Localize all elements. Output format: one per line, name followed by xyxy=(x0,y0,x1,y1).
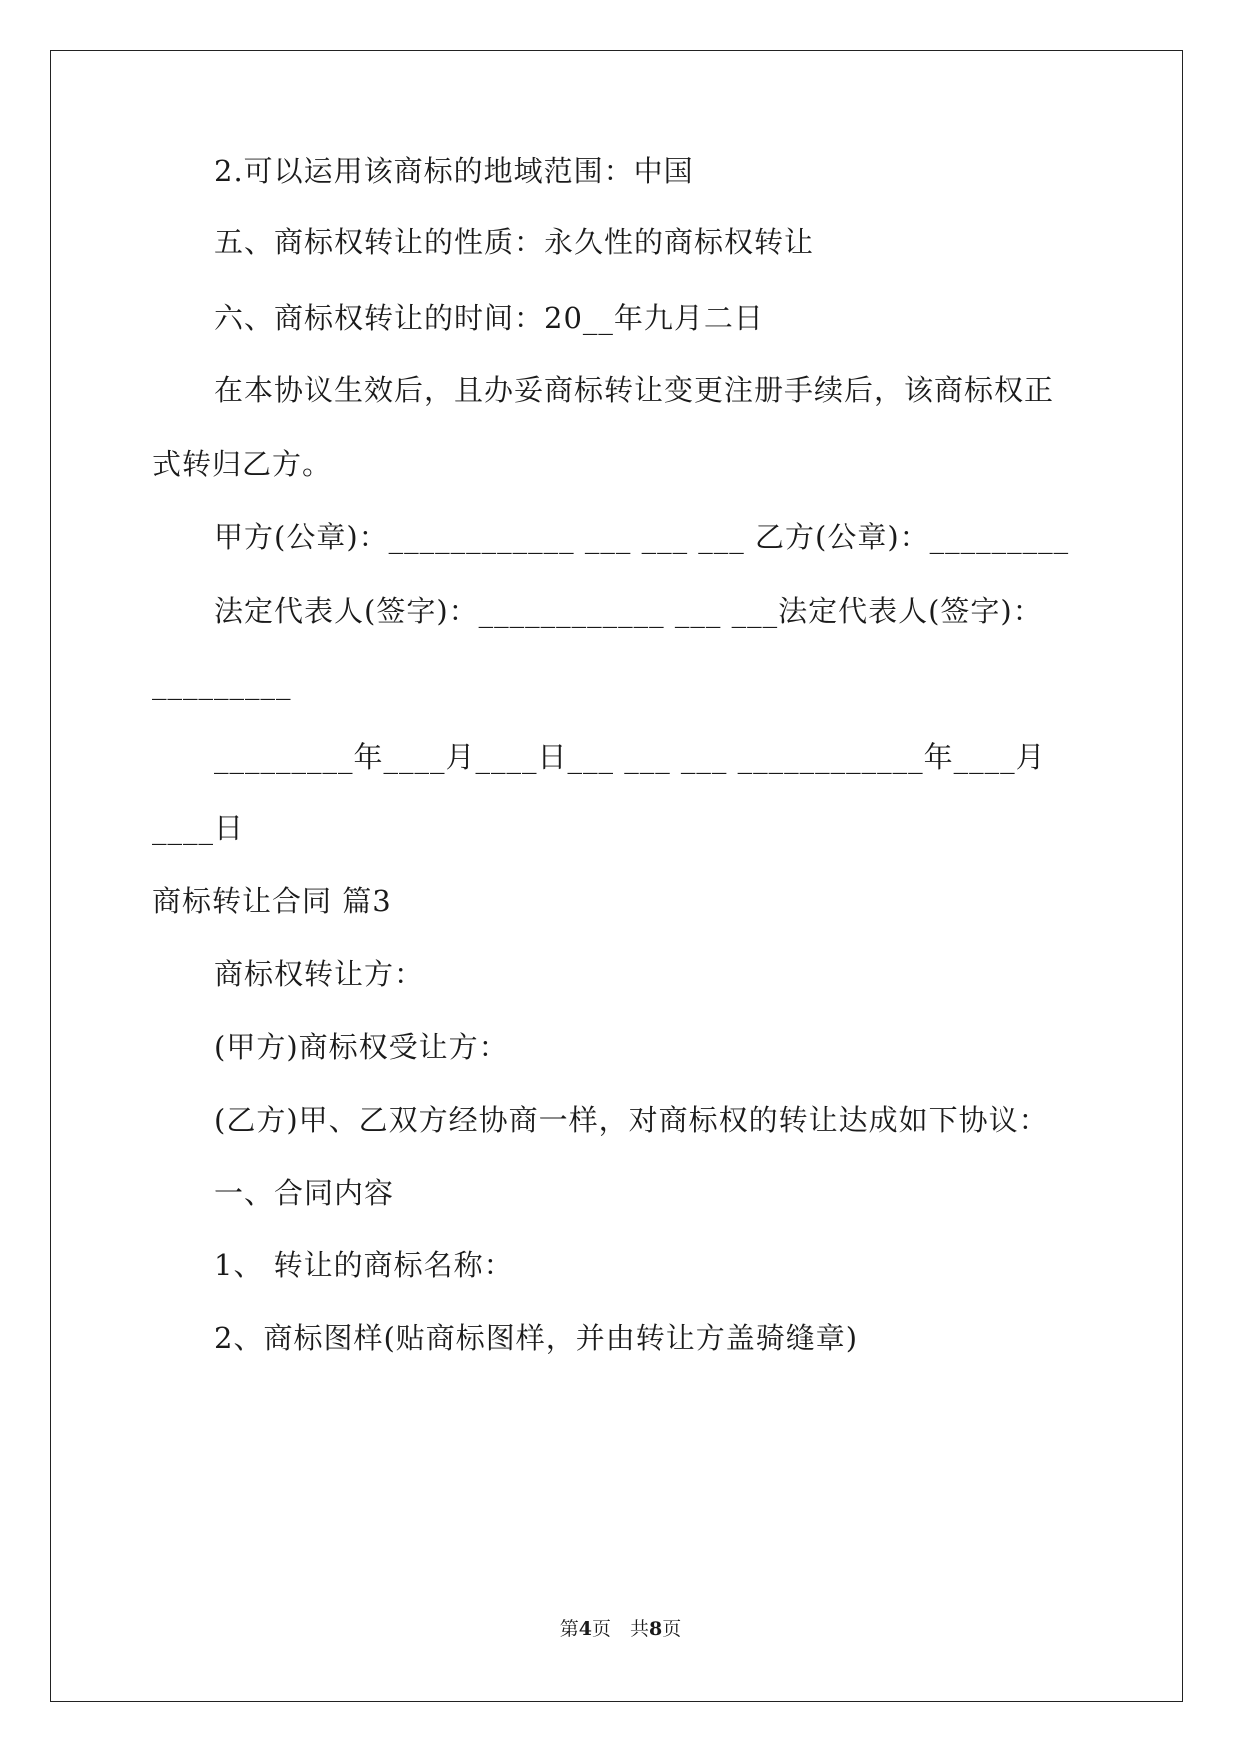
text-line-transfer-time: 六、商标权转让的时间：20__年九月二日 xyxy=(214,301,764,335)
text-line-transferor: 商标权转让方： xyxy=(214,957,425,991)
footer-prefix: 第 xyxy=(559,1618,579,1640)
text-line-trademark-name: 1、 转让的商标名称： xyxy=(214,1248,514,1282)
footer-current-page: 4 xyxy=(578,1618,592,1640)
text-line-effective-2: 式转归乙方。 xyxy=(152,447,333,481)
text-line-legal-rep-blank: _________ xyxy=(152,666,292,700)
footer-middle: 页 共 xyxy=(591,1618,649,1640)
text-line-nature: 五、商标权转让的性质：永久性的商标权转让 xyxy=(214,225,815,259)
text-line-territory: 2.可以运用该商标的地域范围：中国 xyxy=(214,154,694,188)
text-line-agreement: (乙方)甲、乙双方经协商一样，对商标权的转让达成如下协议： xyxy=(214,1103,1049,1137)
text-line-legal-rep: 法定代表人(签字)：____________ ___ ___法定代表人(签字)： xyxy=(214,594,1043,628)
section-heading: 商标转让合同 篇3 xyxy=(152,884,392,918)
footer-total-pages: 8 xyxy=(649,1618,663,1640)
text-line-contract-content: 一、合同内容 xyxy=(214,1176,395,1210)
text-line-transferee: (甲方)商标权受让方： xyxy=(214,1030,509,1064)
page-footer xyxy=(0,1616,1241,1642)
text-line-seal-parties: 甲方(公章)：____________ ___ ___ ___ 乙方(公章)：_________ xyxy=(214,520,1070,554)
footer-suffix: 页 xyxy=(662,1618,682,1640)
text-line-effective-1: 在本协议生效后，且办妥商标转让变更注册手续后，该商标权正 xyxy=(214,373,1055,407)
text-line-date-1: _________年____月____日___ ___ ___ ____________年____月 xyxy=(214,740,1046,774)
text-line-date-2: ____日 xyxy=(152,811,245,845)
text-line-trademark-image: 2、商标图样(贴商标图样，并由转让方盖骑缝章) xyxy=(214,1321,859,1355)
